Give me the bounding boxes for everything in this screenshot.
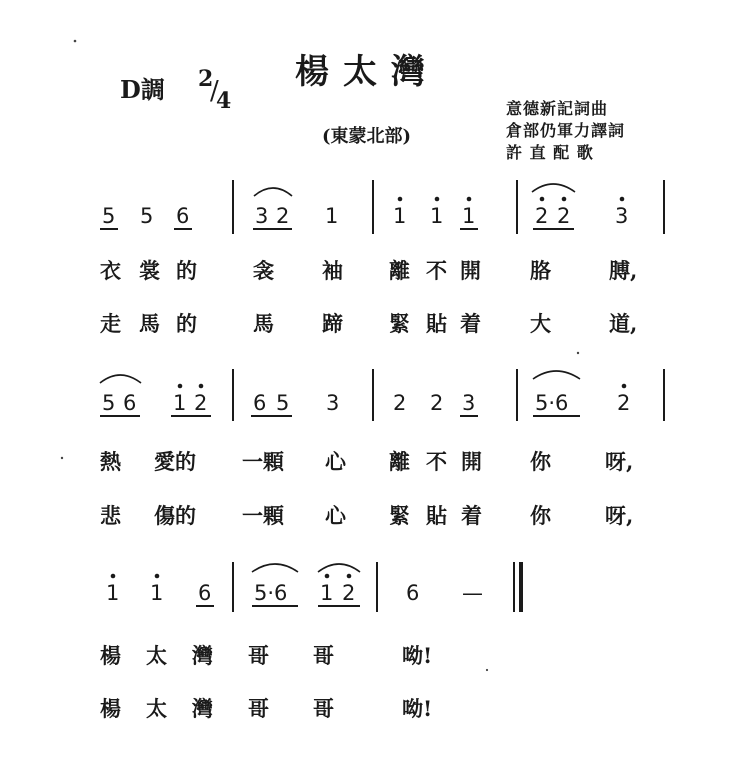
lyric-char: 哥 [313,696,334,721]
note: 1 [150,581,164,605]
lyrics-verse-2 [100,696,432,721]
lyric-char: 太 [146,643,167,668]
note: 1 [393,204,407,228]
lyric-char: 呀, [605,449,634,474]
note: 1 [430,204,444,228]
lyric-char: 呦! [402,643,433,668]
key-signature: D調 [120,75,165,104]
lyric-char: 愛的 [154,449,196,474]
lyric-char: 大 [530,311,551,336]
barlines [233,369,664,421]
lyric-char: 馬 [139,311,160,336]
note: 5 [276,391,290,415]
lyric-char: 走 [100,311,121,336]
lyric-char: 傷的 [154,503,196,528]
note: 3 [326,391,340,415]
lyric-char: 心 [325,503,346,528]
lyric-char: 哥 [248,696,269,721]
note: 2 [342,581,356,605]
credit-line: 許 直 配 歌 [506,143,594,162]
octave-dots [178,384,627,389]
lyric-char: 着 [460,311,481,336]
score-system-2 [100,369,664,528]
note: 2 [393,391,407,415]
note: 6 [406,581,420,605]
lyric-char: 馬 [253,311,274,336]
time-denominator: 4 [216,88,232,114]
note: 2 [617,391,631,415]
octave-dots [398,197,625,202]
time-slash: / [210,76,219,106]
barlines [233,180,664,234]
lyric-char: 袖 [322,258,343,283]
lyric-char: 一顆 [242,449,284,474]
note: 6 [198,581,212,605]
lyric-char: 一顆 [242,503,284,528]
note: 3 [462,391,476,415]
lyrics-verse-1 [100,449,633,474]
note: 2 [430,391,444,415]
note: 5 [102,204,116,228]
lyric-char: 離 [389,449,410,474]
credit-line: 倉部仍軍力譯詞 [506,121,626,140]
print-specks [61,40,579,671]
lyric-char: 太 [146,696,167,721]
lyric-char: 灣 [192,696,213,721]
lyric-char: 道, [609,311,638,336]
lyric-char: 心 [325,449,346,474]
note: 1 [106,581,120,605]
octave-dots [111,574,352,579]
lyric-char: 離 [389,258,410,283]
note: 5 [140,204,154,228]
lyric-char: 裳 [139,258,160,283]
song-title: 楊太灣 [295,52,439,92]
lyric-char: 蹄 [322,311,343,336]
lyric-char: 貼 [426,503,447,528]
slur-marks [100,371,580,383]
lyric-char: 衣 [100,258,121,283]
lyric-char: 熱 [100,449,121,474]
note: 2 [535,204,549,228]
note: 2 [194,391,208,415]
lyric-char: 緊 [389,311,410,336]
lyric-char: 你 [530,503,551,528]
note: 1 [462,204,476,228]
lyrics-verse-2 [100,503,633,528]
lyric-char: 着 [461,503,482,528]
lyric-char: 呦! [402,696,433,721]
lyric-char: 呀, [605,503,634,528]
lyric-char: 楊 [100,696,121,721]
lyric-char: 不 [426,258,447,283]
lyric-char: 的 [176,258,197,283]
lyric-char: 不 [426,449,447,474]
lyrics-verse-1 [100,643,432,668]
note: 5 [102,391,116,415]
lyric-char: 開 [460,258,481,283]
note: 2 [557,204,571,228]
note: 6 [123,391,137,415]
note: 5·6 [254,581,288,605]
lyric-char: 胳 [530,258,551,283]
lyric-char: 你 [530,449,551,474]
lyrics-verse-2 [100,311,637,336]
lyric-char: 的 [176,311,197,336]
lyric-char: 膊, [609,258,638,283]
lyric-char: 哥 [313,643,334,668]
song-origin: (東蒙北部) [322,126,412,147]
slur-marks [252,564,360,572]
note: 2 [276,204,290,228]
time-numerator: 2 [198,66,214,92]
lyric-char: 悲 [100,503,121,528]
note: — [462,581,483,605]
lyric-char: 開 [461,449,482,474]
lyrics-verse-1 [100,258,637,283]
slur-marks [254,184,575,196]
note: 3 [255,204,269,228]
lyric-char: 衾 [253,258,274,283]
note: 5·6 [535,391,569,415]
lyric-char: 貼 [426,311,447,336]
credit-line: 意德新記詞曲 [506,99,609,118]
lyric-char: 灣 [192,643,213,668]
note: 6 [253,391,267,415]
lyric-char: 楊 [100,643,121,668]
note: 1 [173,391,187,415]
note: 1 [325,204,339,228]
lyric-char: 哥 [248,643,269,668]
note: 3 [615,204,629,228]
lyric-char: 緊 [389,503,410,528]
note: 6 [176,204,190,228]
score-system-3 [100,562,521,721]
score-system-1 [100,180,664,336]
note: 1 [320,581,334,605]
